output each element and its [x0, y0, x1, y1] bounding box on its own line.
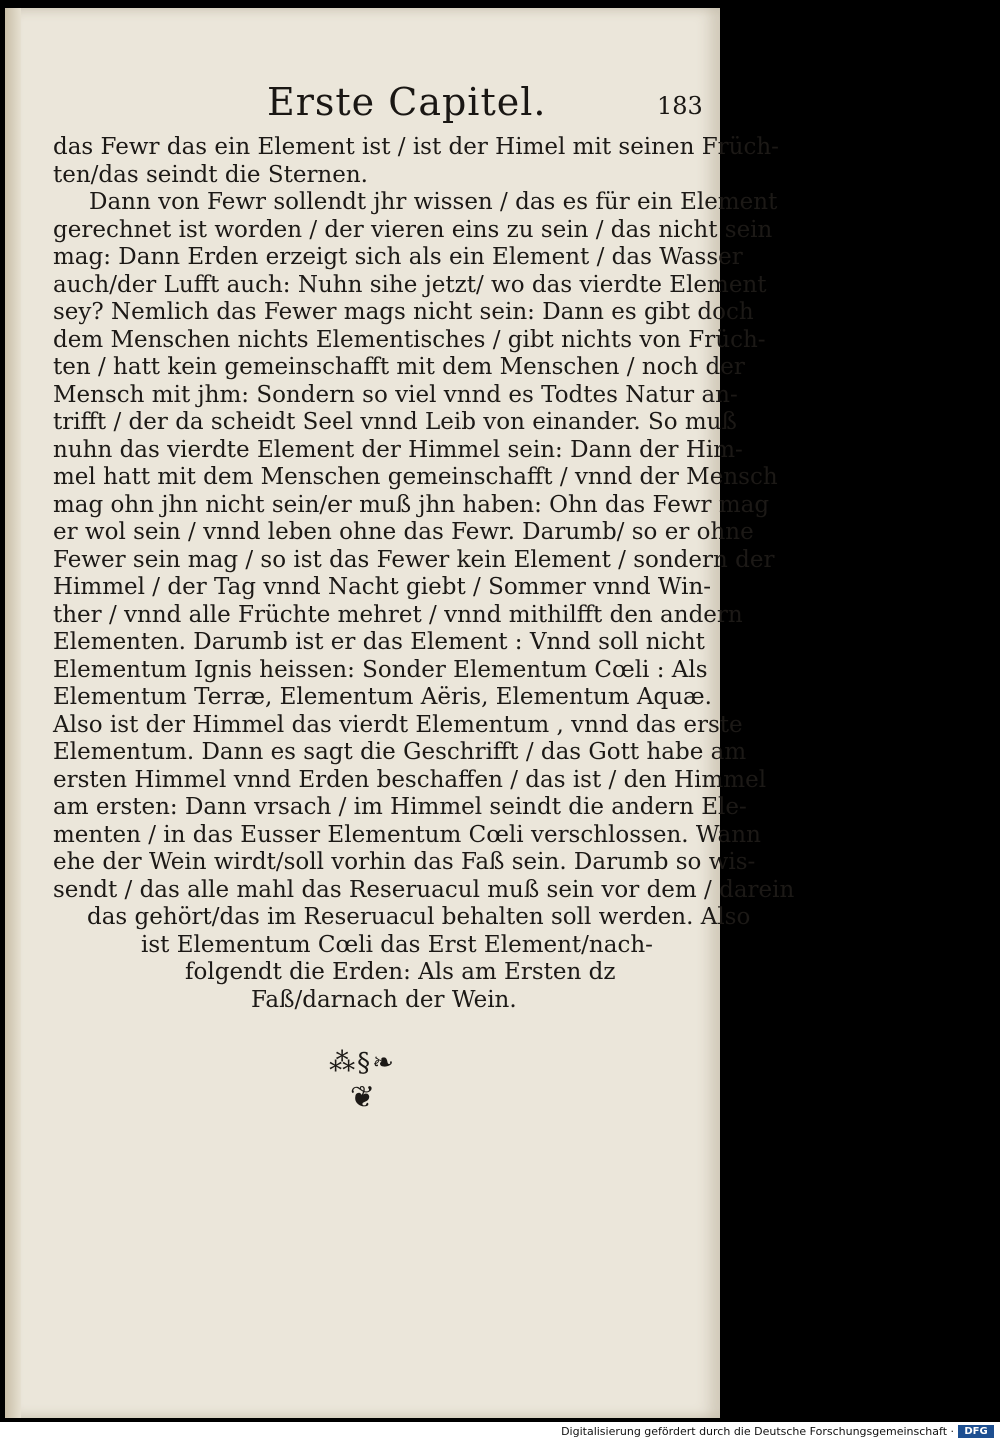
text-line: folgendt die Erden: Als am Ersten dz — [185, 959, 616, 985]
tailpiece-ornament-top: ⁂§❧ — [329, 1048, 396, 1078]
text-line: nuhn das vierdte Element der Himmel sein: Dann der Him- — [53, 436, 743, 463]
running-title: Erste Capitel. — [267, 80, 547, 124]
text-line: dem Menschen nichts Elementisches / gibt nichts von Früch- — [53, 326, 766, 353]
text-line: Elementum Ignis heissen: Sonder Elementum Cœli : Als — [53, 656, 708, 683]
text-line: er wol sein / vnnd leben ohne das Fewr. Darumb/ so er ohne — [53, 519, 754, 545]
text-line: am ersten: Dann vrsach / im Himmel seindt die andern Ele- — [53, 794, 747, 820]
text-line: gerechnet ist worden / der vieren eins zu sein / das nicht sein — [53, 216, 773, 243]
page-header — [5, 80, 720, 140]
text-line: ersten Himmel vnnd Erden beschaffen / das ist / den Himmel — [53, 766, 767, 793]
tailpiece-ornament-bottom: ❦ — [349, 1080, 376, 1115]
text-line: menten / in das Eusser Elementum Cœli verschlossen. Wann — [53, 821, 761, 848]
text-line: mag ohn jhn nicht sein/er muß jhn haben: Ohn das Fewr mag — [53, 491, 770, 518]
page-gutter-shadow — [5, 8, 21, 1418]
text-line: ther / vnnd alle Früchte mehret / vnnd mithilfft den andern — [53, 601, 743, 628]
text-line: ehe der Wein wirdt/soll vorhin das Faß sein. Darumb so wis- — [53, 849, 756, 875]
text-line: Elementum Terræ, Elementum Aëris, Elementum Aquæ. — [53, 684, 712, 710]
body-text — [53, 134, 795, 1014]
text-line: ten/das seindt die Sternen. — [53, 161, 368, 188]
text-line: sendt / das alle mahl das Reseruacul muß sein vor dem / darein — [53, 876, 795, 903]
text-line: trifft / der da scheidt Seel vnnd Leib von einander. So muß — [53, 409, 737, 435]
text-line: das gehört/das im Reseruacul behalten soll werden. Also — [87, 904, 751, 930]
text-line: mag: Dann Erden erzeigt sich als ein Element / das Wasser — [53, 244, 743, 270]
text-line: sey? Nemlich das Fewer mags nicht sein: Dann es gibt doch — [53, 299, 754, 325]
dfg-logo: DFG — [958, 1425, 994, 1438]
text-line: Dann von Fewr sollendt jhr wissen / das es für ein Element — [89, 189, 778, 215]
book-page — [5, 8, 795, 1418]
text-line: Faß/darnach der Wein. — [251, 986, 517, 1013]
text-line: auch/der Lufft auch: Nuhn sihe jetzt/ wo das vierdte Element — [53, 271, 767, 298]
text-line: ist Elementum Cœli das Erst Element/nach- — [141, 931, 653, 958]
text-line: Fewer sein mag / so ist das Fewer kein Element / sondern der — [53, 546, 775, 573]
footer-bar — [0, 1422, 1000, 1442]
text-line: das Fewr das ein Element ist / ist der Himel mit seinen Früch- — [53, 134, 779, 160]
text-line: Mensch mit jhm: Sondern so viel vnnd es Todtes Natur an- — [53, 381, 738, 408]
funding-credit: Digitalisierung gefördert durch die Deutsche Forschungsgemeinschaft · — [561, 1425, 954, 1438]
page-number: 183 — [657, 92, 703, 120]
text-line: Elementen. Darumb ist er das Element : Vnnd soll nicht — [53, 629, 705, 655]
text-line: ten / hatt kein gemeinschafft mit dem Menschen / noch der — [53, 354, 745, 380]
text-line: mel hatt mit dem Menschen gemeinschafft / vnnd der Mensch — [53, 464, 778, 490]
text-line: Himmel / der Tag vnnd Nacht giebt / Sommer vnnd Win- — [53, 574, 712, 600]
text-line: Elementum. Dann es sagt die Geschrifft / das Gott habe am — [53, 739, 747, 765]
text-line: Also ist der Himmel das vierdt Elementum , vnnd das erste — [53, 711, 743, 738]
